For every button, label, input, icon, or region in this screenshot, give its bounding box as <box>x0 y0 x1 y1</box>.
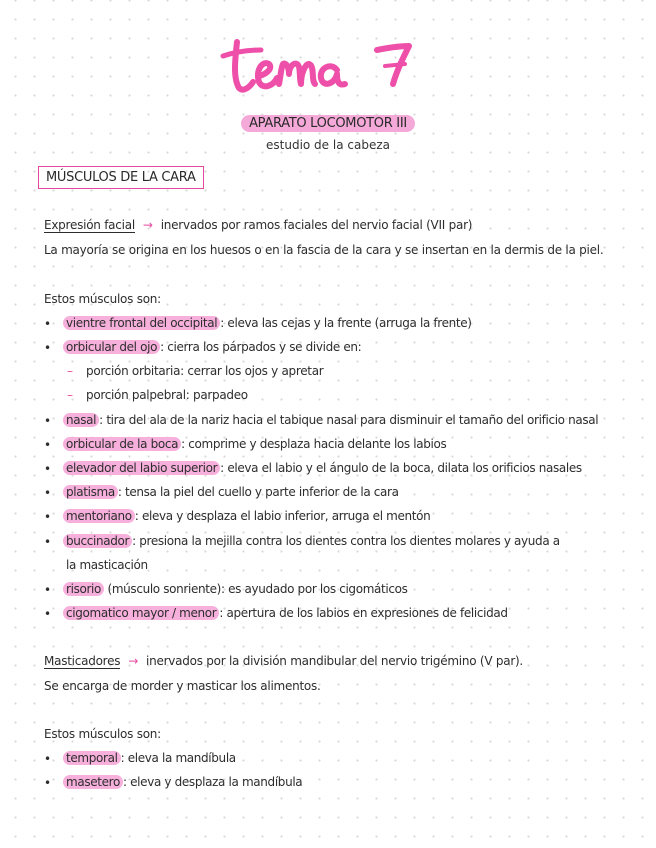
bullet-icon: • <box>44 462 52 476</box>
list-item <box>66 582 408 596</box>
item-desc: : presiona la mejilla contra los dientes contra los dientes molares y ayuda a la masticación <box>66 534 560 572</box>
expresion-intro: Estos músculos son: <box>44 292 161 306</box>
dash-icon: – <box>67 388 73 402</box>
handwritten-title <box>215 30 430 100</box>
page-title <box>215 30 430 100</box>
term-highlight: masetero <box>63 775 123 789</box>
bullet-icon: • <box>44 583 52 597</box>
item-desc: : cierra los párpados y se divide en: <box>160 340 362 354</box>
bullet-icon: • <box>44 776 52 790</box>
subtitle: APARATO LOCOMOTOR III <box>241 115 415 132</box>
item-desc: : tira del ala de la nariz hacia el tabique nasal para disminuir el tamaño del orificio nasal <box>99 413 599 427</box>
list-item <box>66 437 446 451</box>
item-desc: : eleva y desplaza la mandíbula <box>122 775 303 789</box>
term-highlight: orbicular de la boca <box>63 437 181 451</box>
item-desc: : eleva la mandíbula <box>120 751 236 765</box>
list-item <box>66 606 508 620</box>
masticadores-desc: inervados por la división mandibular del nervio trigémino (V par). <box>146 654 523 668</box>
list-item <box>66 485 399 499</box>
expresion-sentence: La mayoría se origina en los huesos o en la fascia de la cara y se insertan en la dermis de la piel. <box>44 243 604 257</box>
item-desc: : apertura de los labios en expresiones de felicidad <box>219 606 508 620</box>
masticadores-sentence: Se encarga de morder y masticar los alimentos. <box>44 679 321 693</box>
sub-list-item: porción orbitaria: cerrar los ojos y apretar <box>86 364 324 378</box>
item-desc: : tensa la piel del cuello y parte inferior de la cara <box>117 485 399 499</box>
expresion-label: Expresión facial <box>44 218 135 232</box>
masticadores-label: Masticadores <box>44 654 121 668</box>
bullet-icon: • <box>44 752 52 766</box>
list-item <box>66 461 582 475</box>
item-desc: : comprime y desplaza hacia delante los labios <box>181 437 447 451</box>
section-heading: MÚSCULOS DE LA CARA <box>38 166 204 189</box>
expresion-heading-line <box>44 218 472 232</box>
bullet-icon: • <box>44 535 52 549</box>
item-desc: : eleva las cejas y la frente (arruga la frente) <box>220 316 472 330</box>
term-highlight: vientre frontal del occipital <box>63 316 220 330</box>
subsubtitle: estudio de la cabeza <box>266 138 390 152</box>
dash-icon: – <box>67 364 73 378</box>
bullet-icon: • <box>44 510 52 524</box>
list-item <box>66 340 361 354</box>
item-desc: : eleva y desplaza el labio inferior, arruga el mentón <box>134 509 431 523</box>
bullet-icon: • <box>44 317 52 331</box>
bullet-icon: • <box>44 607 52 621</box>
bullet-icon: • <box>44 341 52 355</box>
term-highlight: elevador del labio superior <box>63 461 220 475</box>
masticadores-heading-line <box>44 654 523 668</box>
item-desc: (músculo sonriente): es ayudado por los cigomáticos <box>104 582 408 596</box>
bullet-icon: • <box>44 438 52 452</box>
list-item <box>66 751 236 765</box>
term-highlight: orbicular del ojo <box>63 340 160 354</box>
arrow-icon: → <box>128 654 139 668</box>
term-highlight: buccinador <box>63 534 132 548</box>
list-item <box>66 529 566 577</box>
term-highlight: temporal <box>63 751 121 765</box>
term-highlight: cigomatico mayor / menor <box>63 606 219 620</box>
masticadores-intro: Estos músculos son: <box>44 727 161 741</box>
term-highlight: mentoriano <box>63 509 135 523</box>
bullet-icon: • <box>44 486 52 500</box>
bullet-icon: • <box>44 414 52 428</box>
subtitle-container <box>0 112 656 132</box>
arrow-icon: → <box>142 218 153 232</box>
list-item <box>66 775 302 789</box>
item-desc: : eleva el labio y el ángulo de la boca, dilata los orificios nasales <box>220 461 582 475</box>
list-item <box>66 509 430 523</box>
term-highlight: platisma <box>63 485 118 499</box>
list-item <box>66 316 472 330</box>
list-item <box>66 413 598 427</box>
expresion-desc: inervados por ramos faciales del nervio facial (VII par) <box>160 218 473 232</box>
term-highlight: risorio <box>63 582 104 596</box>
sub-list-item: porción palpebral: parpadeo <box>86 388 248 402</box>
term-highlight: nasal <box>63 413 99 427</box>
